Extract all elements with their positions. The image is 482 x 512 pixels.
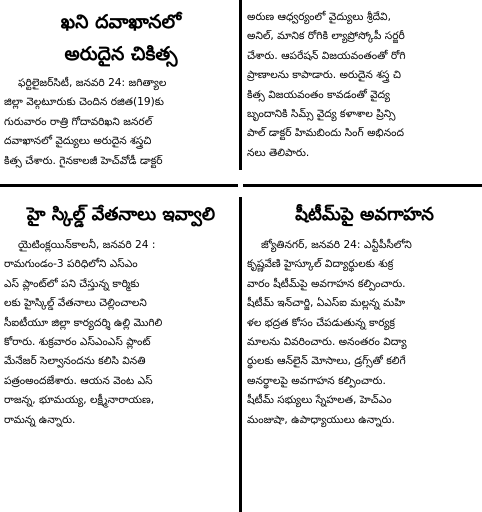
article2-line-7: మేనేజర్ సెల్వానందను కలిసి వినతి: [4, 355, 146, 368]
article1-left-line-2: జిల్లా వెల్గటూరుకు చెందిన రజిత(19)కు: [4, 96, 164, 109]
article2-line-5: సీఐటీయూ జిల్లా కార్యదర్శి ఉల్లి మొగిలి: [4, 316, 163, 329]
article1-body-left: [4, 74, 238, 171]
article2-line-1: యైటింక్లయిన్‌కాలనీ, జనవరి 24 :: [18, 239, 156, 251]
article2-line-3: ఎస్ ప్లాంట్‌లో పని చేస్తున్న కార్మికు: [4, 277, 140, 290]
article1-left-line-3: గురువారం రాత్రి గోదావరిఖని జనరల్: [4, 115, 153, 128]
article1-right-line-2: అనిల్, మానిక రోగికి ల్యాప్రోస్కోపీ సర్జరీ: [247, 30, 405, 43]
article1-right-line-7: పాల్ డాక్టర్ హిమబిందు సింగ్ అభినంద: [247, 127, 405, 140]
article3-line-1: జ్యోతినగర్, జనవరి 24: ఎన్టీపీసీలోని: [261, 239, 412, 251]
article2-line-8: పత్రంఅందజేశారు. ఆయన వెంట ఎస్: [4, 374, 153, 387]
article1-right-line-6: బృందానికి సిమ్స్ వైద్య కళాశాల ప్రిన్సి: [247, 108, 396, 121]
article2-line-10: రామన్న ఉన్నారు.: [4, 413, 76, 426]
article1-left-line-1: ఫర్టిలైజర్‌సిటీ, జనవరి 24: జగిత్యాల: [18, 77, 167, 89]
article3-body: [247, 236, 482, 430]
article3-line-5: ళల భద్రత కోసం చేపడుతున్న కార్యక్ర: [247, 316, 395, 329]
article2-headline: హై స్కిల్డ్ వేతనాలు ఇవ్వాలి: [26, 204, 216, 225]
column-divider-top: [239, 0, 242, 170]
article1-right-line-1: అరుణ ఆధ్వర్యంలో వైద్యులు శ్రీదేవి,: [247, 11, 391, 23]
article2-line-6: కోరారు. శుక్రవారం ఎస్ఎంఎస్ ప్లాంట్: [4, 336, 151, 349]
article1-headline-line-1: ఖని దవాఖానలో: [60, 11, 182, 33]
article1-right-line-5: కిత్స విజయవంతం కావడంతో వైద్య: [247, 88, 390, 101]
article1-right-line-3: చేశారు. ఆపరేషన్ విజయవంతంతో రోగి: [247, 49, 406, 62]
article3-line-9: షీటీమ్ సభ్యులు స్నేహలత, హెచ్ఎం: [247, 394, 392, 407]
article3-line-10: మంజుషా, ఉపాధ్యాయులు ఉన్నారు.: [247, 413, 395, 426]
article1-left-line-4: దవాఖానలో వైద్యులు అరుదైన శస్త్రచి: [4, 135, 152, 148]
article2-column: [0, 202, 238, 430]
article1-left-column: [0, 0, 238, 171]
article1-right-column: [243, 8, 482, 163]
article3-column: [243, 202, 482, 430]
article1-body-right: [247, 8, 482, 163]
article3-line-2: కృష్ణవేణి హైస్కూల్ విద్యార్థులకు శుక్ర: [247, 258, 394, 271]
section-divider-right: [243, 184, 482, 187]
article2-line-2: రామగుండం-3 పరిధిలోని ఎస్ఎం: [4, 258, 138, 271]
section-divider-left: [0, 184, 238, 187]
article1-headline-line-2: అరుదైన చికిత్స: [64, 43, 178, 65]
article1-right-line-8: నలు తెలిపారు.: [247, 146, 310, 159]
article2-line-9: రాజన్న, భూమయ్య, లక్ష్మీనారాయణ,: [4, 394, 155, 407]
article2-line-4: లకు హైస్కిల్డ్ వేతనాలు చెల్లించాలని: [4, 297, 147, 310]
column-divider-bottom: [239, 197, 242, 512]
article2-body: [4, 236, 238, 430]
article3-line-8: అనర్థాలపై అవగాహన కల్పించారు.: [247, 374, 386, 387]
article3-headline: షీటీమ్‌పై అవగాహన: [295, 204, 434, 225]
article1-right-line-4: ప్రాణాలను కాపాడారు. అరుదైన శస్త్ర చి: [247, 69, 401, 82]
article3-line-3: వారం షీటీమ్‌పై అవగాహన కల్పించారు.: [247, 277, 406, 290]
article3-line-7: ర్థులకు ఆన్‌లైన్ మోసాలు, డ్రగ్స్‌తో కలిగే: [247, 355, 406, 368]
article1-headline: [4, 0, 238, 70]
article3-line-4: షీటీమ్ ఇన్‌చార్జి, ఏఎస్ఐ మల్లన్న మహి: [247, 297, 406, 310]
article3-line-6: మాలను వివరించారు. అనంతరం విద్యా: [247, 336, 407, 349]
article1-left-line-5: కిత్స చేశారు. గైనకాలజీ హెచ్‌వోడీ డాక్టర్: [4, 154, 163, 167]
